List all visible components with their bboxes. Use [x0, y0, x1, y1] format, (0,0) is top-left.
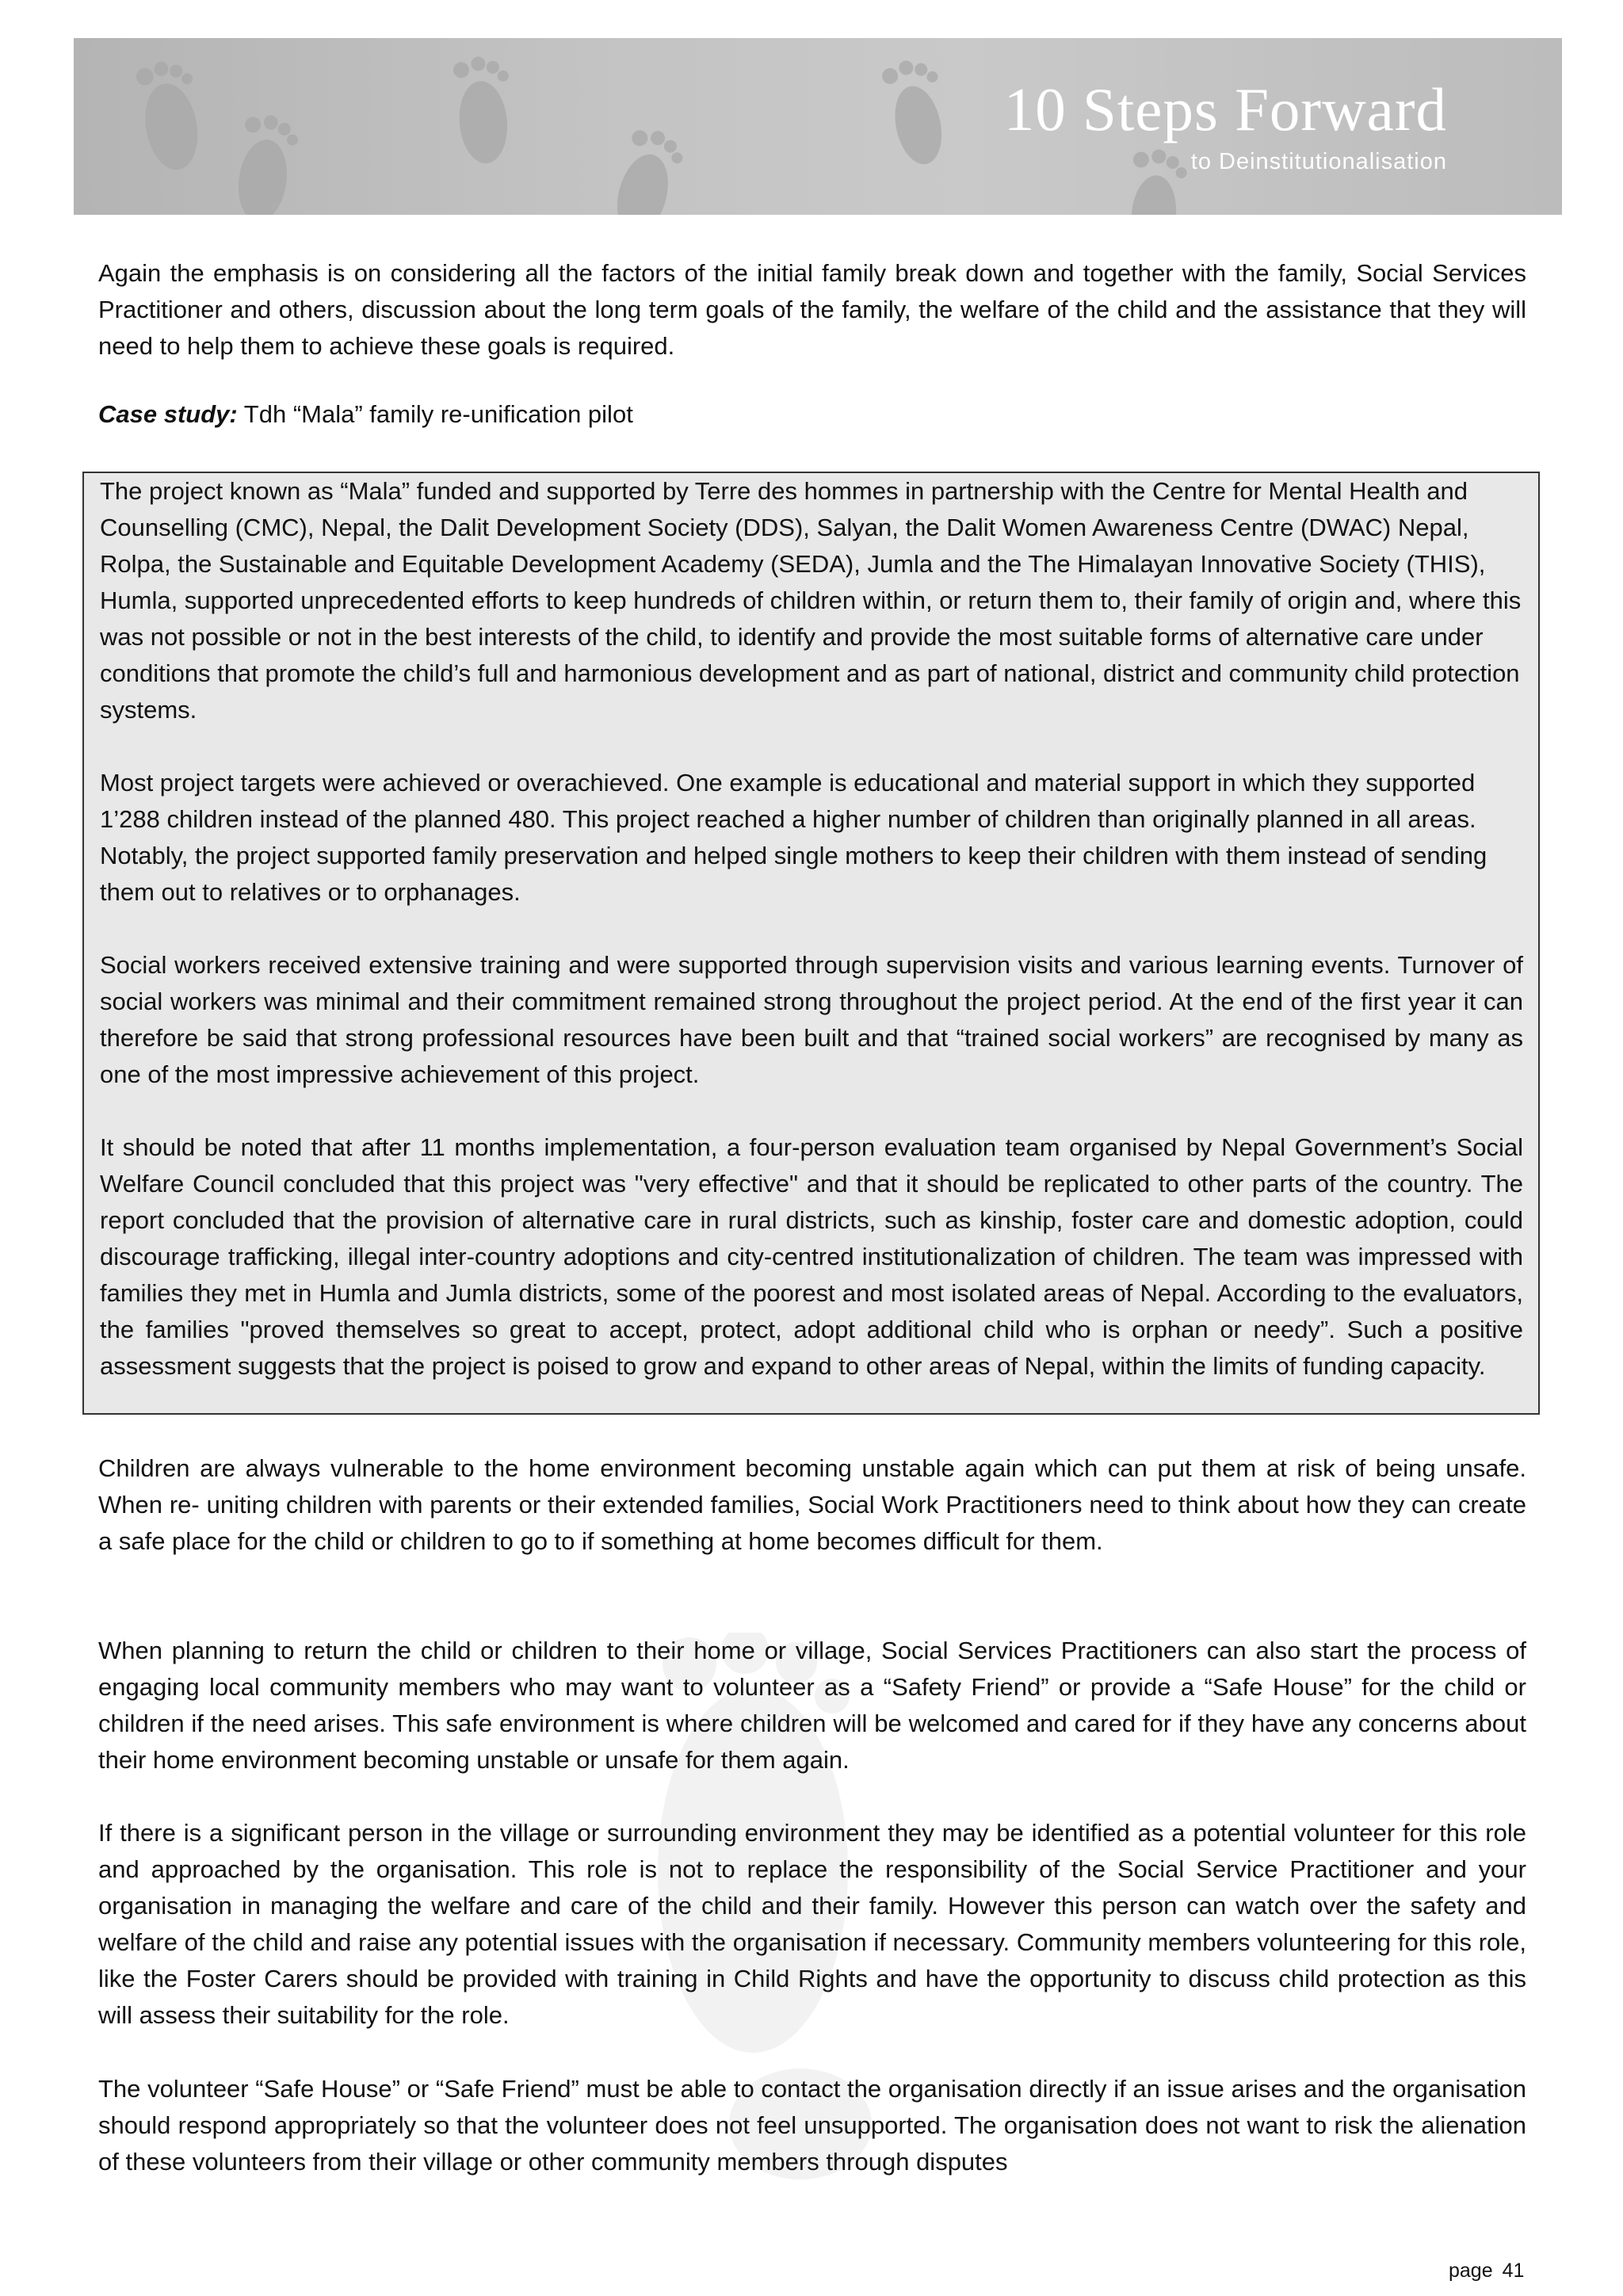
page-number — [1449, 2259, 1524, 2283]
body-paragraph: When planning to return the child or children to their home or village, Social Services Practitioners can also start the process of engaging local community members who may want to volunteer as a “Safety Friend” or provide a “Safe House” for the child or children if the need arises. This safe environment is where children will be welcomed and cared for if they have any concerns about their home environment becoming unstable or unsafe for them again. — [98, 1637, 1526, 1774]
case-study-label: Case study: — [98, 400, 238, 428]
footprint-icon — [134, 57, 208, 174]
banner-title: 10 Steps Forward — [1003, 75, 1447, 143]
case-study-paragraph: The project known as “Mala” funded and supported by Terre des hommes in partnership with the Centre for Mental Health and Counselling (CMC), Nepal, the Dalit Development Society (DDS), Salyan, the Dalit Women Awareness Centre (DWAC) Nepal, Rolpa, the Sustainable and Equitable Development Academy (SEDA), Jumla and the The Himalayan Innovative Society (THIS), Humla, supported unprecedented efforts to keep hundreds of children within, or return them to, their family of origin and, where this was not possible or not in the best interests of the child, to identify and provide the most suitable forms of alternative care under conditions that promote the child’s full and harmonious development and as part of national, district and community child protection systems. — [100, 477, 1522, 724]
header-banner — [74, 38, 1562, 215]
body-paragraph: The volunteer “Safe House” or “Safe Friend” must be able to contact the organisation directly if an issue arises and the organisation should respond appropriately so that the volunteer does not feel unsupported. The organisation does not want to risk the alienation of these volunteers from their village or other community members through disputes — [98, 2075, 1526, 2176]
footprint-icon — [880, 55, 955, 169]
case-study-paragraph: Most project targets were achieved or overachieved. One example is educational and material support in which they supported 1’288 children instead of the planned 480. This project reached a higher number of children than originally planned in all areas. Notably, the project supported family preservation and helped single mothers to keep their children with them instead of sending them out to relatives or to orphanages. — [100, 769, 1487, 906]
case-study-title: Tdh “Mala” family re-unification pilot — [243, 400, 633, 428]
intro-paragraph: Again the emphasis is on considering all the factors of the initial family break down and together with the family, Social Services Practitioner and others, discussion about the long term goals of the family, the welfare of the child and the assistance that they will need to help them to achieve these goals is required. — [98, 259, 1526, 360]
footprint-icon — [1125, 147, 1189, 215]
case-study-box — [82, 472, 1540, 1415]
case-study-heading — [98, 396, 633, 433]
body-paragraph: Children are always vulnerable to the home environment becoming unstable again which can put them at risk of being unsafe. When re- uniting children with parents or their extended families, Social Work Practitioners need to think about how they can create a safe place for the child or children to go to if something at home becomes difficult for them. — [98, 1454, 1526, 1555]
banner-subtitle: to Deinstitutionalisation — [1190, 149, 1447, 174]
page-number-value: 41 — [1502, 2260, 1525, 2282]
case-study-paragraph: It should be noted that after 11 months implementation, a four-person evaluation team organised by Nepal Government’s Social Welfare Council concluded that this project was "very effective" and that it should be replicated to other parts of the country. The report concluded that the provision of alternative care in rural districts, such as kinship, foster care and domestic adoption, could discourage trafficking, illegal inter-country adoptions and city-centred institutionalization of children. The team was impressed with families they met in Humla and Jumla districts, some of the poorest and most isolated areas of Nepal. According to the evaluators, the families "proved themselves so great to accept, protect, adopt additional child who is orphan or needy”. Such a positive assessment suggests that the project is poised to grow and expand to other areas of Nepal, within the limits of funding capacity. — [100, 1133, 1523, 1380]
footprint-icon — [232, 112, 301, 215]
case-study-paragraph: Social workers received extensive training and were supported through supervision visits and various learning events. Turnover of social workers was minimal and their commitment remained strong throughout the project period. At the end of the first year it can therefore be said that strong professional resources have been built and that “trained social workers” are recognised by many as one of the most impressive achievement of this project. — [100, 951, 1523, 1088]
page-label: page — [1449, 2260, 1493, 2282]
body-paragraph: If there is a significant person in the village or surrounding environment they may be identified as a potential volunteer for this role and approached by the organisation. This role is not to replace the responsibility of the Social Service Practitioner and your organisation in managing the welfare and care of the child and their family. However this person can watch over the safety and welfare of the child and raise any potential issues with the organisation if necessary. Community members volunteering for this role, like the Foster Carers should be provided with training in Child Rights and have the opportunity to discuss child protection as this will assess their suitability for the role. — [98, 1819, 1526, 2029]
footprint-icon — [453, 54, 517, 166]
footprint-icon — [608, 124, 689, 215]
